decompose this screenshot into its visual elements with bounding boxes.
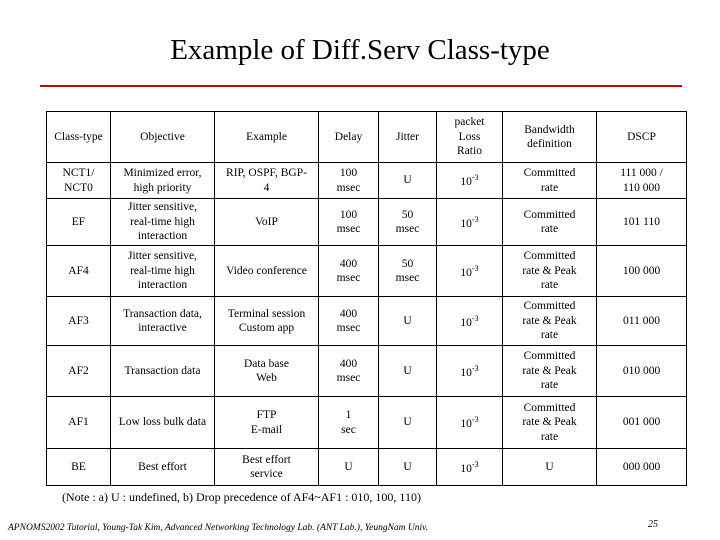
cell-packet-loss-ratio: $10^{-3}$ (437, 449, 503, 486)
table-row (47, 397, 687, 449)
cell-bandwidth-definition: Committed rate & Peak rate (503, 346, 597, 397)
cell-jitter: U (379, 346, 437, 397)
cell-class-type: EF (47, 199, 111, 246)
cell-dscp: 101 110 (597, 199, 687, 246)
cell-jitter: U (379, 297, 437, 346)
header-packet-loss-ratio: packet Loss Ratio (437, 112, 503, 163)
cell-jitter: U (379, 163, 437, 199)
cell-delay: 400 msec (319, 297, 379, 346)
table-row (47, 449, 687, 486)
cell-class-type: NCT1/ NCT0 (47, 163, 111, 199)
cell-objective: Transaction data (111, 346, 215, 397)
cell-dscp: 111 000 / 110 000 (597, 163, 687, 199)
cell-delay: U (319, 449, 379, 486)
cell-dscp: 010 000 (597, 346, 687, 397)
cell-example: Data base Web (215, 346, 319, 397)
cell-delay: 400 msec (319, 346, 379, 397)
page-number: 25 (648, 519, 658, 530)
cell-class-type: AF4 (47, 246, 111, 297)
cell-example: FTP E-mail (215, 397, 319, 449)
table-note: (Note : a) U : undefined, b) Drop precedence of AF4~AF1 : 010, 100, 110) (62, 490, 421, 504)
cell-example: VoIP (215, 199, 319, 246)
cell-example: RIP, OSPF, BGP- 4 (215, 163, 319, 199)
cell-packet-loss-ratio: $10^{-3}$ (437, 346, 503, 397)
cell-packet-loss-ratio: $10^{-3}$ (437, 246, 503, 297)
cell-objective: Jitter sensitive, real-time high interaction (111, 199, 215, 246)
cell-delay: 100 msec (319, 163, 379, 199)
footer-credit: APNOMS2002 Tutorial, Young-Tak Kim, Advanced Networking Technology Lab. (ANT Lab.), YeungNam Univ. (8, 523, 429, 533)
cell-class-type: AF3 (47, 297, 111, 346)
cell-bandwidth-definition: Committed rate (503, 163, 597, 199)
cell-example: Terminal session Custom app (215, 297, 319, 346)
cell-dscp: 100 000 (597, 246, 687, 297)
cell-example: Video conference (215, 246, 319, 297)
cell-bandwidth-definition: Committed rate & Peak rate (503, 397, 597, 449)
header-jitter: Jitter (379, 112, 437, 163)
cell-class-type: AF1 (47, 397, 111, 449)
title-underline (40, 85, 682, 87)
cell-jitter: 50 msec (379, 199, 437, 246)
cell-packet-loss-ratio: $10^{-3}$ (437, 163, 503, 199)
cell-delay: 1 sec (319, 397, 379, 449)
cell-jitter: U (379, 449, 437, 486)
cell-bandwidth-definition: Committed rate & Peak rate (503, 297, 597, 346)
cell-bandwidth-definition: Committed rate (503, 199, 597, 246)
cell-packet-loss-ratio: $10^{-3}$ (437, 199, 503, 246)
cell-dscp: 001 000 (597, 397, 687, 449)
cell-delay: 400 msec (319, 246, 379, 297)
cell-objective: Transaction data, interactive (111, 297, 215, 346)
cell-jitter: U (379, 397, 437, 449)
table-row (47, 246, 687, 297)
header-class-type: Class-type (47, 112, 111, 163)
cell-objective: Low loss bulk data (111, 397, 215, 449)
cell-dscp: 000 000 (597, 449, 687, 486)
cell-class-type: AF2 (47, 346, 111, 397)
cell-objective: Minimized error, high priority (111, 163, 215, 199)
cell-class-type: BE (47, 449, 111, 486)
cell-bandwidth-definition: Committed rate & Peak rate (503, 246, 597, 297)
header-dscp: DSCP (597, 112, 687, 163)
cell-delay: 100 msec (319, 199, 379, 246)
header-bandwidth-definition: Bandwidth definition (503, 112, 597, 163)
diffserv-class-table (46, 111, 687, 486)
header-example: Example (215, 112, 319, 163)
cell-packet-loss-ratio: $10^{-3}$ (437, 397, 503, 449)
header-delay: Delay (319, 112, 379, 163)
table-row (47, 163, 687, 199)
table-row (47, 297, 687, 346)
slide-title: Example of Diff.Serv Class-type (170, 34, 550, 66)
table-row (47, 199, 687, 246)
cell-bandwidth-definition: U (503, 449, 597, 486)
cell-objective: Best effort (111, 449, 215, 486)
cell-objective: Jitter sensitive, real-time high interaction (111, 246, 215, 297)
cell-packet-loss-ratio: $10^{-3}$ (437, 297, 503, 346)
header-objective: Objective (111, 112, 215, 163)
cell-example: Best effort service (215, 449, 319, 486)
table-header-row (47, 112, 687, 163)
table-row (47, 346, 687, 397)
cell-jitter: 50 msec (379, 246, 437, 297)
cell-dscp: 011 000 (597, 297, 687, 346)
